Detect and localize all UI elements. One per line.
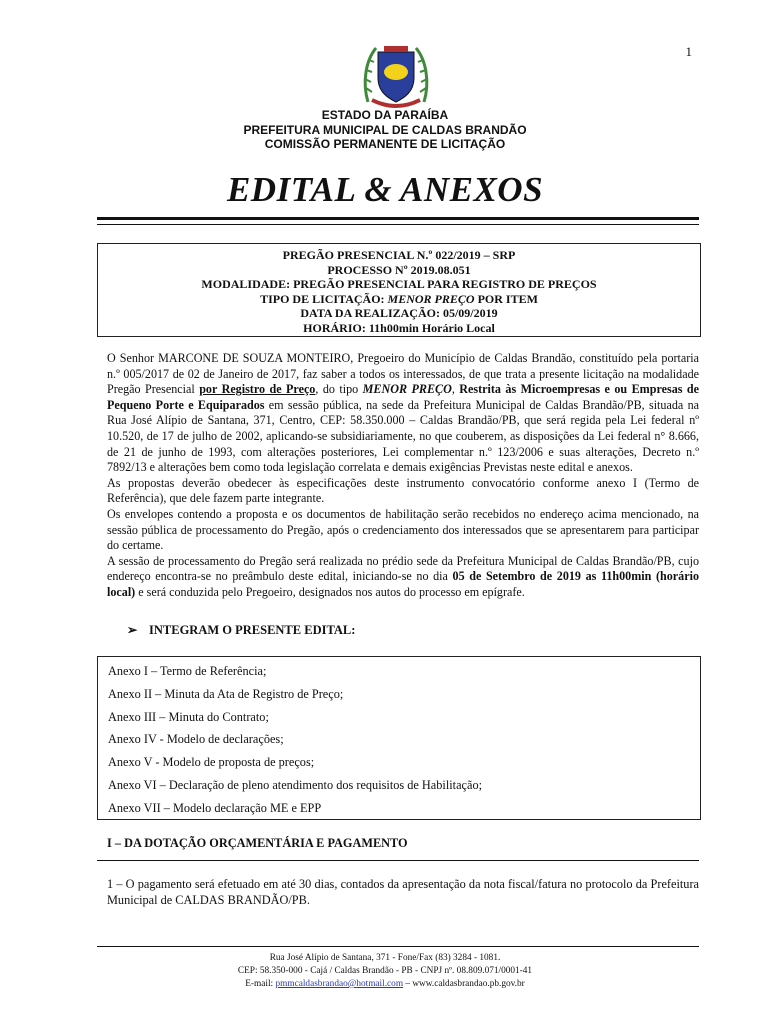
annex-item: Anexo III – Minuta do Contrato;: [108, 709, 269, 724]
annex-item: Anexo I – Termo de Referência;: [108, 664, 267, 678]
p4-session-date: 05 de Setembro de 2019 as 11h00min (horário local): [107, 569, 699, 599]
procurement-info-box: [97, 243, 701, 337]
p4-text-a: A sessão de processamento do Pregão será realizada no prédio sede da Prefeitura Municipal de Caldas Brandão/PB, cujo endereço encontra-se no preâmbulo deste edital, iniciando-se no dia: [107, 553, 699, 584]
info-pregao: PREGÃO PRESENCIAL N.º 022/2019 – SRP: [282, 248, 516, 262]
annex-list: [97, 656, 701, 820]
p1-text-e: ,: [451, 382, 460, 397]
intro-paragraph-3: Os envelopes contendo a proposta e os documentos de habilitação serão recebidos no endereço acima mencionado, na sessão pública de processamento do Pregão, após o credenciamento dos interessados que se apresentarem para participar do certame.: [107, 506, 699, 553]
p4-text-c: e será conduzida pelo Pregoeiro, designados nos autos do processo em epígrafe.: [135, 584, 525, 599]
info-tipo: [98, 292, 700, 307]
footer-cep-cnpj: CEP: 58.350-000 - Cajá / Caldas Brandão - PB - CNPJ nº. 08.809.071/0001-41: [237, 966, 533, 976]
annex-item: Anexo V - Modelo de proposta de preços;: [108, 755, 315, 770]
integram-label: INTEGRAM O PRESENTE EDITAL:: [149, 623, 356, 637]
integram-heading: [127, 622, 355, 638]
title-rule-thin: [97, 224, 699, 225]
intro-paragraph-1: [107, 351, 699, 476]
annex-item: Anexo IV - Modelo de declarações;: [108, 732, 284, 747]
payment-clause: 1 – O pagamento será efetuado em até 30 dias, contados da apresentação da nota fiscal/fatura no protocolo da Prefeitura Municipal de CALDAS BRANDÃO/PB.: [107, 877, 699, 907]
info-tipo-label: TIPO DE LICITAÇÃO:: [260, 291, 388, 306]
page-footer: [0, 952, 770, 991]
info-modalidade: MODALIDADE: PREGÃO PRESENCIAL PARA REGISTRO DE PREÇOS: [201, 277, 597, 291]
p1-restricao: Restrita às Microempresas e ou Empresas de Pequeno Porte e Equiparados: [107, 382, 700, 412]
footer-email-label: E-mail:: [245, 979, 276, 989]
annex-item: Anexo VII – Modelo declaração ME e EPP: [108, 800, 322, 815]
title-rule-thick: [97, 217, 699, 220]
page-title: EDITAL & ANEXOS: [226, 170, 544, 209]
header-prefecture: PREFEITURA MUNICIPAL DE CALDAS BRANDÃO: [243, 122, 527, 137]
arrow-bullet-icon: ➢: [127, 623, 138, 637]
section-heading: I – DA DOTAÇÃO ORÇAMENTÁRIA E PAGAMENTO: [107, 836, 408, 850]
p1-registro-preco: por Registro de Preço: [199, 382, 316, 397]
intro-text: [107, 351, 699, 601]
p1-menor-preco: MENOR PREÇO: [362, 382, 452, 397]
annex-item: Anexo II – Minuta da Ata de Registro de Preço;: [108, 686, 344, 701]
info-tipo-suffix: POR ITEM: [474, 291, 538, 306]
p1-text-c: , do tipo: [315, 382, 363, 397]
header-commission: COMISSÃO PERMANENTE DE LICITAÇÃO: [264, 137, 506, 151]
info-processo: PROCESSO Nº 2019.08.051: [327, 262, 471, 277]
info-horario: HORÁRIO: 11h00min Horário Local: [303, 320, 495, 335]
email-link[interactable]: pmmcaldasbrandao@hotmail.com: [275, 979, 404, 989]
annex-item: Anexo VI – Declaração de pleno atendimento dos requisitos de Habilitação;: [108, 777, 483, 792]
document-header: [0, 108, 770, 152]
info-tipo-value: MENOR PREÇO: [387, 291, 475, 306]
municipal-crest-logo: [358, 42, 434, 110]
header-state: ESTADO DA PARAÍBA: [321, 108, 449, 122]
p1-text-g: em sessão pública, na sede da Prefeitura Municipal de Caldas Brandão/PB, situada na Rua José Alípio de Santana, 371, Centro, CEP: 58.350.000 – Caldas Brandão/PB, que será regida pela Lei federal nº 10.520, de 17 de julho de 2002, aplicando-se subsidiariamente, no que couberem, as disposições da Lei federal n° 8.666, de 21 de junho de 1993, com alterações posteriores, Lei complementar n.º 123/2006 e suas alterações, Decreto n.º 7892/13 e alterações bem como toda legislação correlata e demais exigências Previstas neste edital e anexos.: [107, 397, 699, 475]
info-data: DATA DA REALIZAÇÃO: 05/09/2019: [300, 306, 498, 320]
section-rule: [97, 860, 699, 861]
footer-address: Rua José Alípio de Santana, 371 - Fone/Fax (83) 3284 - 1081.: [269, 953, 501, 963]
footer-contact: [0, 978, 770, 991]
intro-paragraph-2: As propostas deverão obedecer às especificações deste instrumento convocatório conforme anexo I (Termo de Referência), que dele fazem parte integrante.: [107, 475, 699, 506]
page-number: 1: [685, 44, 692, 59]
intro-paragraph-4: [107, 554, 699, 601]
footer-website: – www.caldasbrandao.pb.gov.br: [403, 979, 525, 989]
footer-rule: [97, 946, 699, 947]
p1-text-a: O Senhor MARCONE DE SOUZA MONTEIRO, Pregoeiro do Município de Caldas Brandão, constituído pela portaria n.º 005/2017 de 02 de Janeiro de 2017, faz saber a todos os interessados, de que trata a presente licitação na modalidade Pregão Presencial: [107, 351, 699, 397]
